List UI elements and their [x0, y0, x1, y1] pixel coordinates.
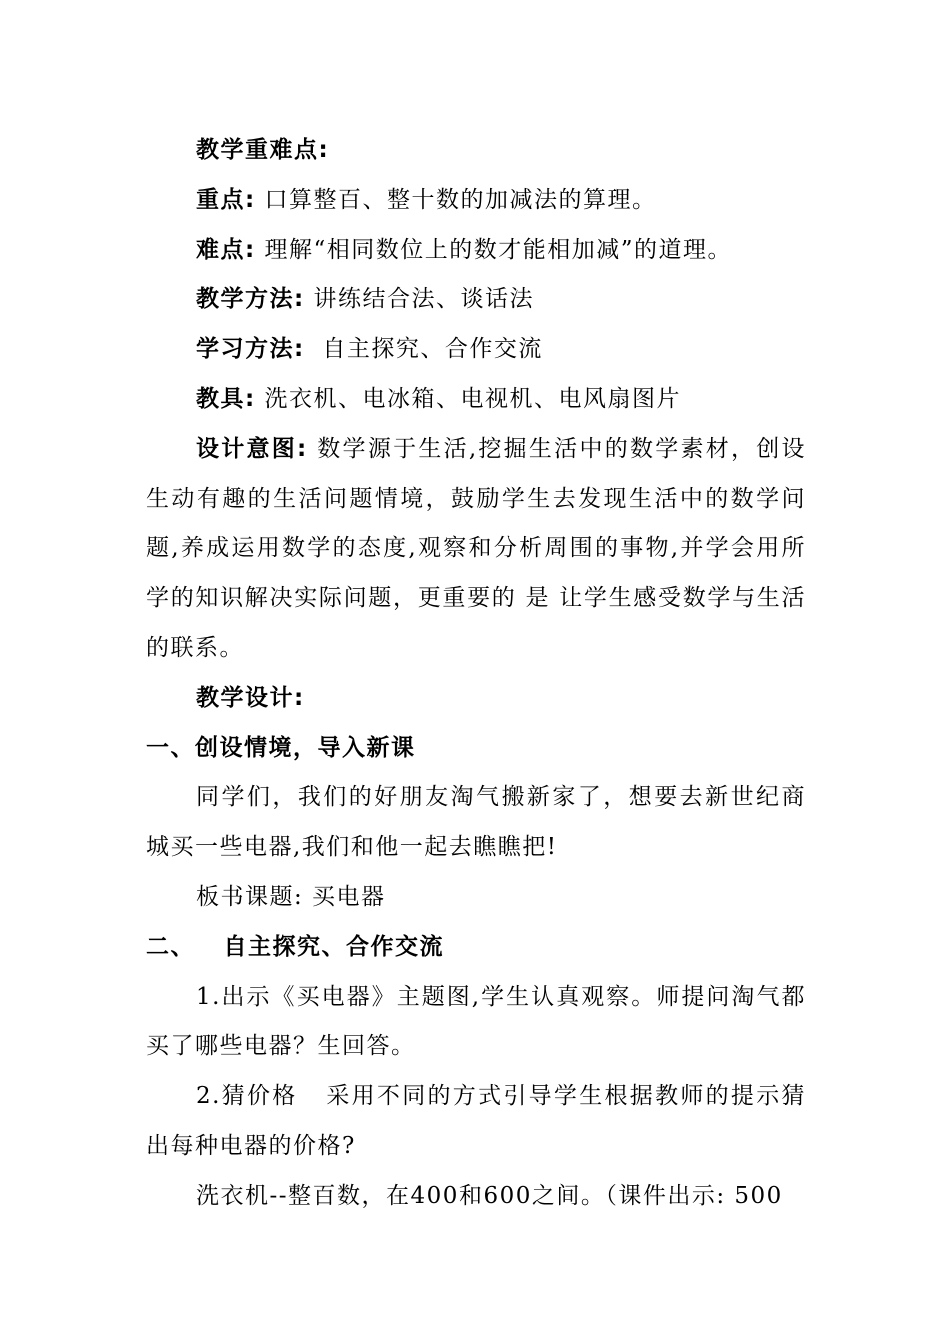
design-heading: 教学设计:	[196, 684, 305, 711]
difficulty-text: 理解“相同数位上的数才能相加减”的道理。	[255, 236, 733, 263]
section2-heading: 二、 自主探究、合作交流	[146, 933, 445, 960]
teaching-method-label: 教学方法:	[196, 286, 305, 313]
learning-method-line	[146, 325, 806, 375]
design-intent-paragraph	[146, 425, 806, 674]
teaching-aids-label: 教具:	[196, 385, 256, 412]
teaching-aids-text: 洗衣机、电冰箱、电视机、电风扇图片	[255, 385, 682, 412]
section2-item1: 1.出示《买电器》主题图,学生认真观察。师提问淘气都买了哪些电器？生回答。	[146, 983, 806, 1060]
learning-method-label: 学习方法:	[196, 336, 305, 363]
document-body	[146, 126, 806, 1222]
focus-label: 重点:	[196, 186, 256, 213]
section2-item2: 2.猜价格 采用不同的方式引导学生根据教师的提示猜出每种电器的价格?	[146, 1083, 806, 1159]
section2-item3: 洗衣机--整百数，在400和600之间。（课件出示: 500	[196, 1182, 783, 1209]
focus-text: 口算整百、整十数的加减法的算理。	[255, 186, 657, 213]
design-intent-text: 数学源于生活,挖掘生活中的数学素材，创设生动有趣的生活问题情境，鼓励学生去发现生活中的数学问题,养成运用数学的态度,观察和分析周围的事物,并学会用所学的知识解决实际问题，更重要的 是 让学生感受数学与生活的联系。	[146, 435, 806, 661]
section1-paragraph: 同学们，我们的好朋友淘气搬新家了，想要去新世纪商城买一些电器,我们和他一起去瞧瞧把!	[146, 784, 806, 861]
section1-board-title: 板书课题: 买电器	[196, 883, 386, 910]
focus-line	[146, 176, 806, 226]
difficulty-line	[146, 226, 806, 276]
design-intent-label: 设计意图:	[196, 435, 308, 462]
learning-method-text: 自主探究、合作交流	[304, 336, 543, 363]
teaching-aids-line	[146, 375, 806, 425]
section1-heading: 一、创设情境，导入新课	[146, 734, 416, 761]
teaching-method-line	[146, 275, 806, 325]
difficulty-label: 难点:	[196, 236, 256, 263]
teaching-method-text: 讲练结合法、谈话法	[304, 286, 535, 313]
key-points-heading: 教学重难点:	[196, 137, 330, 163]
